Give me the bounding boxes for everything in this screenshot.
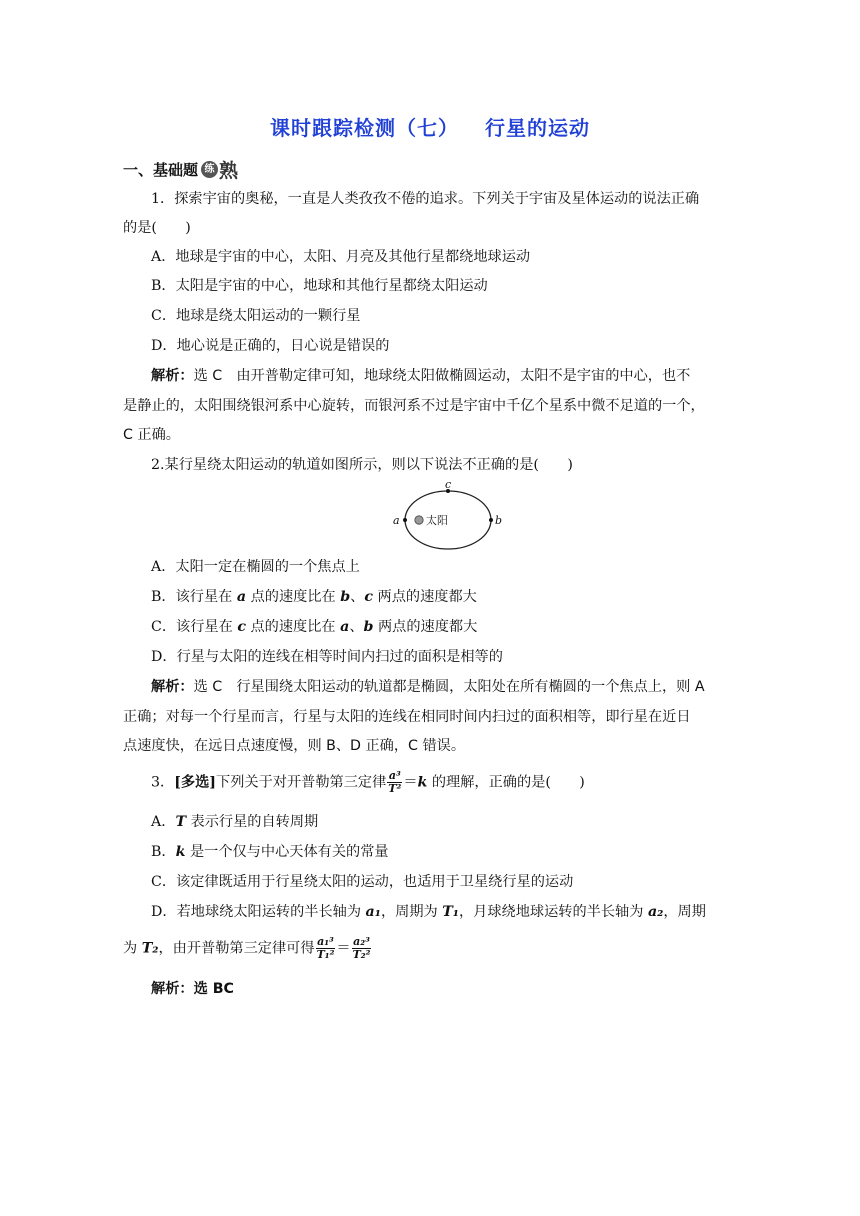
q3-solution: 解析：选 BC [151, 981, 234, 997]
orbit-diagram [385, 480, 515, 560]
point-a [403, 518, 407, 522]
q3-fraction: $\frac{\text{a³}}{\text{T²}}$ [388, 769, 402, 795]
point-b [489, 518, 493, 522]
point-a-label: a [393, 514, 400, 527]
q1-stem-line2: 的是( ) [123, 220, 191, 236]
q3-option-d-line1: D．若地球绕太阳运转的半长轴为 a₁，周期为 T₁，月球绕地球运转的半长轴为 a₂，周期 [151, 904, 706, 920]
q3-option-d-line2: 为 T₂，由开普勒第三定律可得 $\frac{\text{a₁³}}{\text{T₁²}}$ ＝ $\frac{\text{a₂³}}{\text{T₂²}}$ [123, 935, 371, 961]
q2-solution-line3: 点速度快，在远日点速度慢，则 B、D 正确，C 错误。 [123, 738, 466, 754]
section-badge-text: 熟 [219, 160, 239, 182]
q1-option-c: C．地球是绕太阳运动的一颗行星 [151, 308, 361, 324]
section-badge-circle: 练 [201, 161, 218, 178]
q1-solution-line3: C 正确。 [123, 427, 180, 443]
q1-solution-label: 解析： [151, 368, 194, 384]
q2-option-a: A．太阳一定在椭圆的一个焦点上 [151, 559, 360, 575]
q1-option-b: B．太阳是宇宙的中心，地球和其他行星都绕太阳运动 [151, 278, 488, 294]
point-b-label: b [495, 514, 503, 527]
q1-solution-line2: 是静止的，太阳围绕银河系中心旋转，而银河系不过是宇宙中千亿个星系中微不足道的一个， [123, 398, 705, 414]
section-label: 一、基础题 [123, 161, 199, 179]
q3-option-c: C．该定律既适用于行星绕太阳的运动，也适用于卫星绕行星的运动 [151, 874, 574, 890]
q1-option-d: D．地心说是正确的，日心说是错误的 [151, 338, 390, 354]
q1-solution-text1: 选 C 由开普勒定律可知，地球绕太阳做椭圆运动，太阳不是宇宙的中心，也不 [193, 368, 691, 384]
sun-label: 太阳 [426, 514, 448, 527]
q2-stem: 2.某行星绕太阳运动的轨道如图所示，则以下说法不正确的是( ) [151, 457, 573, 473]
q2-solution-line2: 正确；对每一个行星而言，行星与太阳的连线在相同时间内扫过的面积相等，即行星在近日 [123, 709, 691, 725]
point-c-label: c [445, 480, 452, 491]
title-part2: 行星的运动 [485, 116, 590, 140]
q2-option-b: B．该行星在 a 点的速度比在 b、c 两点的速度都大 [151, 589, 477, 605]
q1-stem-line1: 1．探索宇宙的奥秘，一直是人类孜孜不倦的追求。下列关于宇宙及星体运动的说法正确 [151, 191, 700, 207]
q2-option-c: C．该行星在 c 点的速度比在 a、b 两点的速度都大 [151, 619, 478, 635]
title-part1: 课时跟踪检测（七） [270, 116, 459, 140]
q3-fraction-2: $\frac{\text{a₂³}}{\text{T₂²}}$ [352, 935, 371, 961]
q2-solution-line1: 解析：选 C 行星围绕太阳运动的轨道都是椭圆，太阳处在所有椭圆的一个焦点上，则 A [151, 679, 705, 695]
q3-option-b: B．k 是一个仅与中心天体有关的常量 [151, 844, 389, 860]
q3-multi-tag: [多选] [174, 774, 217, 791]
q3-fraction-1: $\frac{\text{a₁³}}{\text{T₁²}}$ [316, 935, 335, 961]
q1-option-a: A．地球是宇宙的中心，太阳、月亮及其他行星都绕地球运动 [151, 249, 531, 265]
q2-option-d: D．行星与太阳的连线在相等时间内扫过的面积是相等的 [151, 649, 503, 665]
q2-solution-label: 解析： [151, 679, 194, 695]
q1-solution-line1 [151, 366, 690, 386]
q3-stem: 3．[多选]下列关于对开普勒第三定律 $\frac{\text{a³}}{\text{T²}}$ ＝k 的理解，正确的是( ) [151, 769, 585, 795]
sun-circle [415, 516, 423, 524]
page-title [0, 112, 860, 141]
section-heading [123, 156, 238, 183]
q3-option-a: A．T 表示行星的自转周期 [151, 814, 319, 830]
q2-option-b-var-a: a [236, 589, 247, 605]
q3-solution-label: 解析： [151, 981, 194, 997]
